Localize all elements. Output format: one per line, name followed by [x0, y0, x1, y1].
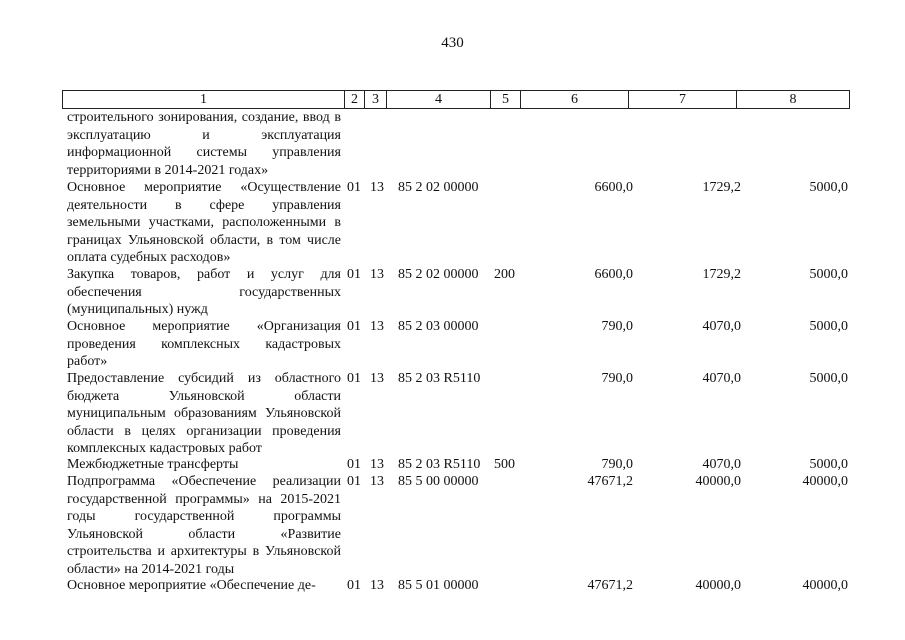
amount-col-6: 790,0 [601, 371, 633, 386]
amount-col-8: 5000,0 [809, 319, 848, 334]
section-code: 01 [347, 267, 361, 282]
amount-col-6: 47671,2 [587, 474, 633, 489]
header-col-3: 3 [365, 91, 387, 108]
section-code: 01 [347, 319, 361, 334]
target-article-code: 85 5 00 00000 [398, 474, 479, 489]
amount-col-7: 4070,0 [702, 319, 741, 334]
row-description: строительного зонирования, создание, ввод в эксплуатацию и эксплуатация информационной системы управления территориями в 2014-2021 годах» [67, 110, 341, 178]
expense-type-code: 500 [494, 457, 515, 472]
header-col-5: 5 [491, 91, 521, 108]
header-col-4: 4 [387, 91, 491, 108]
amount-col-6: 6600,0 [594, 180, 633, 195]
amount-col-6: 6600,0 [594, 267, 633, 282]
amount-col-7: 1729,2 [702, 180, 741, 195]
amount-col-7: 4070,0 [702, 457, 741, 472]
amount-col-6: 790,0 [601, 319, 633, 334]
header-col-6: 6 [521, 91, 629, 108]
subsection-code: 13 [370, 180, 384, 195]
header-col-1: 1 [63, 91, 345, 108]
target-article-code: 85 5 01 00000 [398, 578, 479, 593]
target-article-code: 85 2 03 R5110 [398, 371, 481, 386]
amount-col-8: 5000,0 [809, 180, 848, 195]
amount-col-7: 40000,0 [695, 578, 741, 593]
section-code: 01 [347, 371, 361, 386]
amount-col-8: 40000,0 [802, 474, 848, 489]
row-description: Межбюджетные трансферты [67, 457, 239, 472]
row-description: Основное мероприятие «Обеспечение де- [67, 578, 316, 593]
page-number: 430 [441, 35, 464, 51]
expense-type-code: 200 [494, 267, 515, 282]
amount-col-8: 5000,0 [809, 371, 848, 386]
target-article-code: 85 2 02 00000 [398, 180, 479, 195]
subsection-code: 13 [370, 267, 384, 282]
table-header [62, 90, 850, 109]
subsection-code: 13 [370, 371, 384, 386]
subsection-code: 13 [370, 474, 384, 489]
amount-col-6: 790,0 [601, 457, 633, 472]
amount-col-6: 47671,2 [587, 578, 633, 593]
row-description: Предоставление субсидий из областного бюджета Ульяновской области муниципальным образованиям Ульяновской области в целях организации проведения комплексных кадастровых работ [67, 371, 341, 456]
amount-col-7: 1729,2 [702, 267, 741, 282]
header-col-8: 8 [789, 92, 797, 107]
section-code: 01 [347, 457, 361, 472]
target-article-code: 85 2 02 00000 [398, 267, 479, 282]
amount-col-8: 5000,0 [809, 267, 848, 282]
row-description: Закупка товаров, работ и услуг для обеспечения государственных (муниципальных) нужд [67, 267, 341, 317]
amount-col-7: 40000,0 [695, 474, 741, 489]
section-code: 01 [347, 474, 361, 489]
header-col-7: 7 [629, 91, 737, 108]
header-col-2: 2 [345, 91, 365, 108]
section-code: 01 [347, 180, 361, 195]
amount-col-8: 5000,0 [809, 457, 848, 472]
row-description: Основное мероприятие «Организация проведения комплексных кадастровых работ» [67, 319, 341, 369]
subsection-code: 13 [370, 457, 384, 472]
subsection-code: 13 [370, 319, 384, 334]
row-description: Основное мероприятие «Осуществление деятельности в сфере управления земельными участками, расположенными в границах Ульяновской области, в том числе оплата судебных расходов» [67, 180, 341, 265]
target-article-code: 85 2 03 R5110 [398, 457, 481, 472]
row-description: Подпрограмма «Обеспечение реализации государственной программы» на 2015-2021 годы государственной программы Ульяновской области «Развитие строительства и архитектуры в Ульяновской области» на 2014-2021 годы [67, 474, 341, 577]
target-article-code: 85 2 03 00000 [398, 319, 479, 334]
subsection-code: 13 [370, 578, 384, 593]
amount-col-8: 40000,0 [802, 578, 848, 593]
amount-col-7: 4070,0 [702, 371, 741, 386]
section-code: 01 [347, 578, 361, 593]
